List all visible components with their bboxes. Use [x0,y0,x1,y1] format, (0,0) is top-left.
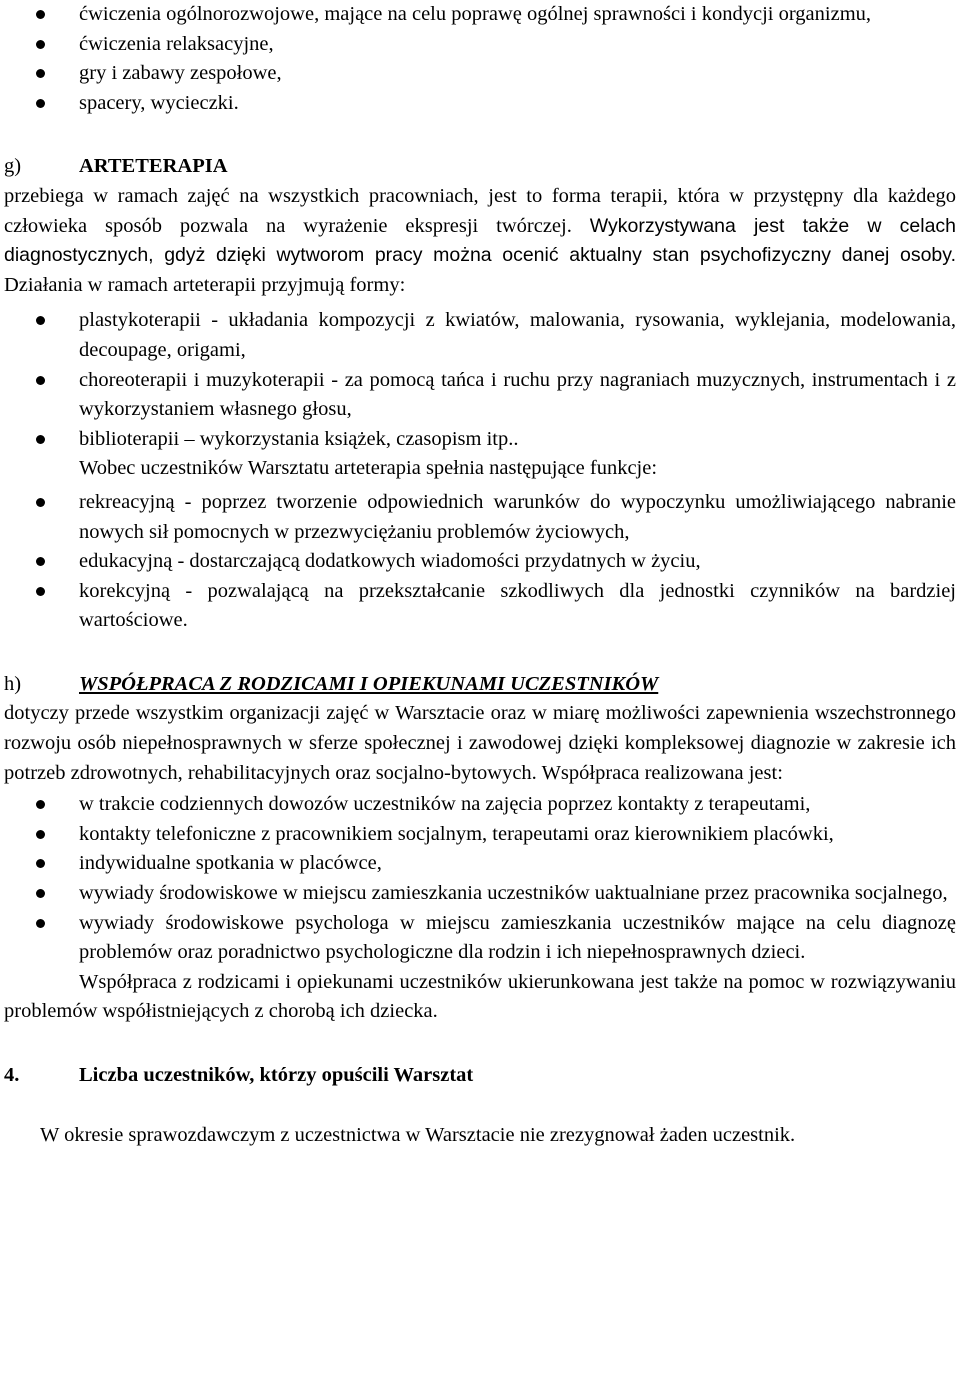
section-g-title: ARTETERAPIA [79,155,228,178]
list-item: wywiady środowiskowe w miejscu zamieszkania uczestników uaktualniane przez pracownika socjalnego, [4,879,956,909]
section-4-title: Liczba uczestników, którzy opuścili Warsztat [79,1064,474,1086]
section-g-heading [4,152,956,182]
section-h-closing: Współpraca z rodzicami i opiekunami uczestników ukierunkowana jest także na pomoc w rozwiązywaniu problemów współistniejących z chorobą ich dziecka. [4,970,956,1023]
list-item: biblioterapii – wykorzystania książek, czasopism itp.. [4,425,956,455]
list-item: gry i zabawy zespołowe, [4,59,956,89]
list-item: rekreacyjną - poprzez tworzenie odpowiednich warunków do wypoczynku umożliwiającego nabranie nowych sił pomocnych w przezwyciężaniu problemów życiowych, [4,488,956,547]
document-page [4,0,956,1150]
section-g-intro-tail: Działania w ramach arteterapii przyjmują formy: [4,273,406,296]
list-item: w trakcie codziennych dowozów uczestników na zajęcia poprzez kontakty z terapeutami, [4,790,956,820]
list-item: indywidualne spotkania w placówce, [4,849,956,879]
list-item: edukacyjną - dostarczającą dodatkowych wiadomości przydatnych w życiu, [4,547,956,577]
section-g-letter: g) [4,155,22,178]
list-item: ćwiczenia relaksacyjne, [4,30,956,60]
section-h-intro: dotyczy przede wszystkim organizacji zajęć w Warsztacie oraz w miarę możliwości zapewnienia wszechstronnego rozwoju osób niepełnosprawnych w sferze społecznej i zawodowej dzięki kompleksowej diagnozie w zakresie ich potrzeb zdrowotnych, rehabilitacyjnych oraz socjalno-bytowych. Współpraca realizowana jest: [4,702,956,784]
cooperation-list [4,790,956,968]
section-h-heading [4,670,956,700]
section-4-heading [4,1061,956,1091]
functions-intro: Wobec uczestników Warsztatu arteterapia spełnia następujące funkcje: [79,457,658,480]
list-item: spacery, wycieczki. [4,89,956,119]
list-item: korekcyjną - pozwalającą na przekształcanie szkodliwych dla jednostki czynników na bardziej wartościowe. [4,577,956,636]
arteterapia-forms-list [4,306,956,454]
list-item: wywiady środowiskowe psychologa w miejscu zamieszkania uczestników mające na celu diagnozę problemów oraz poradnictwo psychologiczne dla rodzin i ich niepełnosprawnych dzieci. [4,909,956,968]
section-h-title: WSPÓŁPRACA Z RODZICAMI I OPIEKUNAMI UCZESTNIKÓW [79,672,659,695]
list-item: choreoterapii i muzykoterapii - za pomocą tańca i ruchu przy nagraniach muzycznych, instrumentach i z wykorzystaniem własnego głosu, [4,366,956,425]
section-h-letter: h) [4,672,22,695]
arteterapia-functions-list [4,488,956,636]
top-bullet-list [4,0,956,118]
list-item: ćwiczenia ogólnorozwojowe, mające na celu poprawę ogólnej sprawności i kondycji organizmu, [4,0,956,30]
section-4-number: 4. [4,1064,20,1086]
section-g-intro-sans: Wykorzystywana jest także w celach diagnostycznych, gdyż dzięki wytworom pracy można ocenić aktualny stan psychofizyczny danej osoby. [4,214,957,267]
list-item: plastykoterapii - układania kompozycji z kwiatów, malowania, rysowania, wyklejania, modelowania, decoupage, origami, [4,306,956,365]
section-g-intro-serif: przebiega w ramach zajęć na wszystkich pracowniach, jest to forma terapii, która w przystępny dla każdego człowieka sposób pozwala na wyrażenie ekspresji twórczej. [4,184,956,237]
section-4-text: W okresie sprawozdawczym z uczestnictwa w Warsztacie nie zrezygnował żaden uczestnik. [40,1123,796,1146]
section-g-intro [4,182,956,300]
list-item: kontakty telefoniczne z pracownikiem socjalnym, terapeutami oraz kierownikiem placówki, [4,820,956,850]
